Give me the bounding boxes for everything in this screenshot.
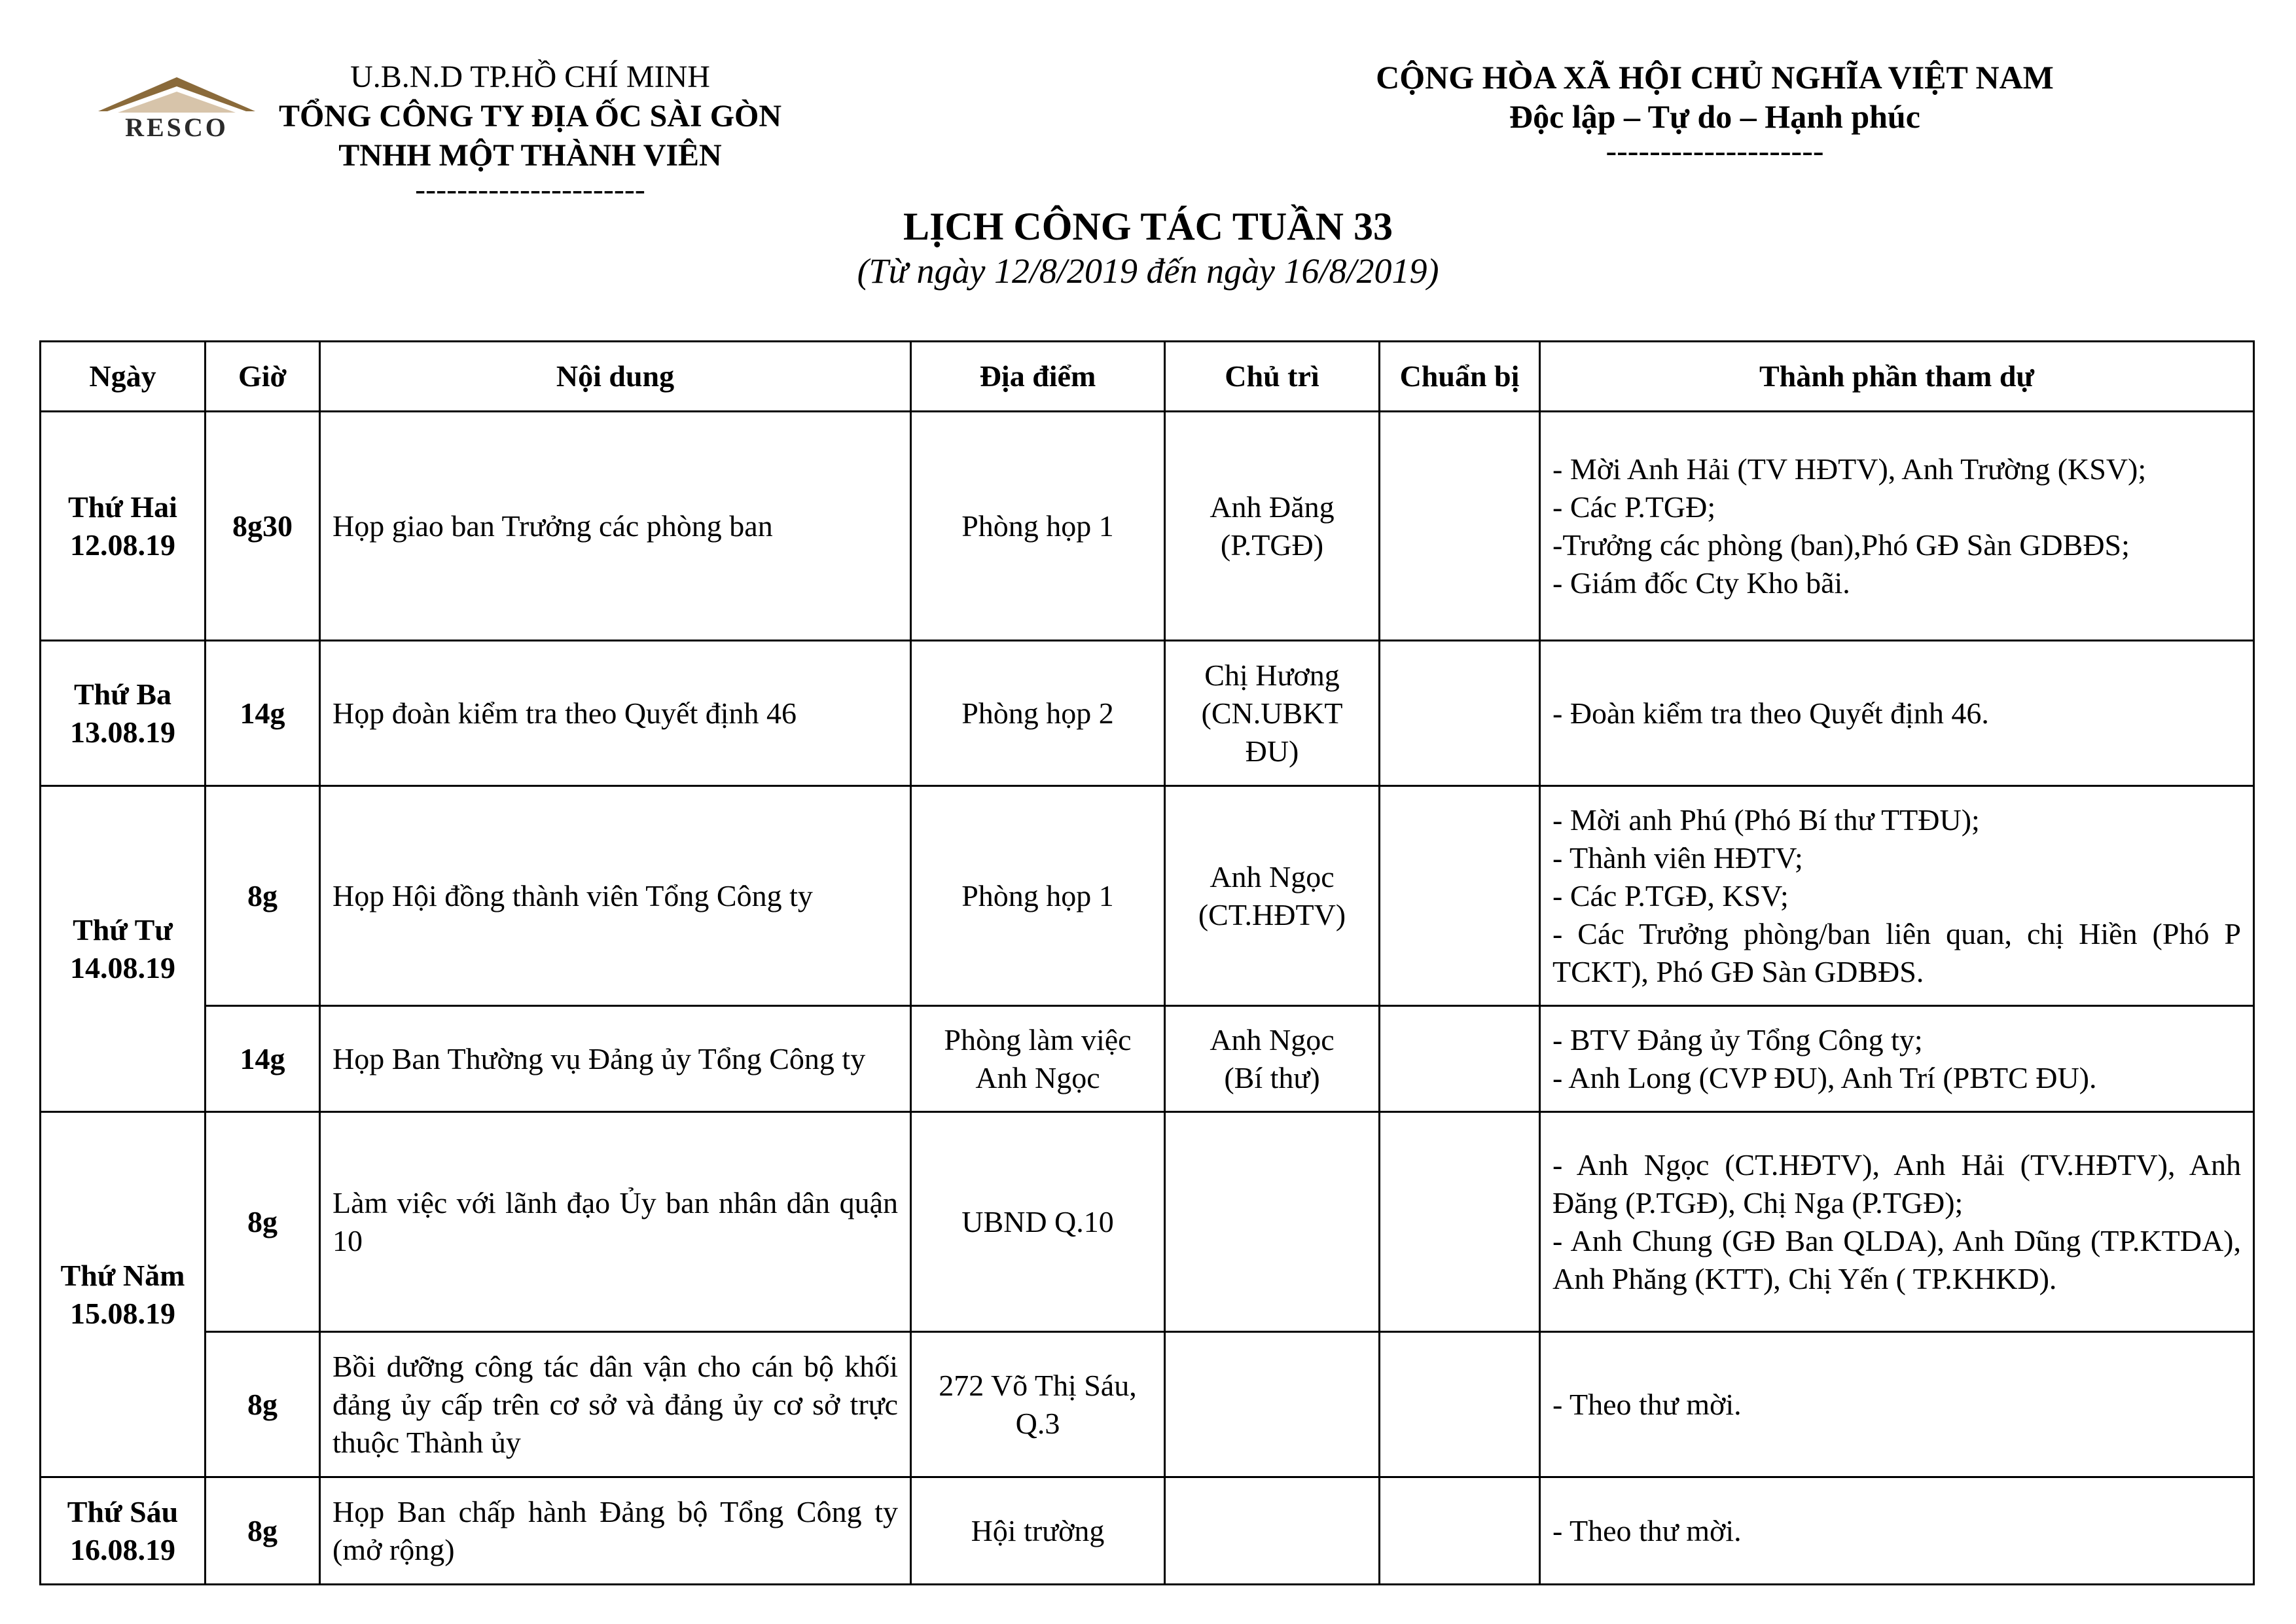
attendees-cell (1540, 1477, 2254, 1585)
table-row (41, 1332, 2254, 1477)
location-cell: Phòng họp 2 (911, 641, 1165, 786)
preparation-cell (1380, 412, 1540, 641)
chair-cell (1165, 641, 1380, 786)
document-title-block (0, 203, 2296, 292)
content-cell: Họp Ban chấp hành Đảng bộ Tổng Công ty (mở rộng) (320, 1477, 911, 1585)
chair-cell (1165, 412, 1380, 641)
table-row (41, 1006, 2254, 1112)
time-cell: 8g (206, 786, 320, 1006)
attendee-line: -Trưởng các phòng (ban),Phó GĐ Sàn GDBĐS; (1552, 528, 2130, 562)
table-row (41, 786, 2254, 1006)
location-cell: Phòng họp 1 (911, 786, 1165, 1006)
day-name: Thứ Hai (68, 490, 177, 524)
location-cell: Hội trường (911, 1477, 1165, 1585)
national-header (1335, 58, 2094, 169)
table-row (41, 1112, 2254, 1332)
location-cell: Phòng họp 1 (911, 412, 1165, 641)
chair-line: (CN.UBKT (1201, 696, 1343, 730)
attendees-cell (1540, 1332, 2254, 1477)
day-date: 16.08.19 (70, 1532, 175, 1566)
day-name: Thứ Năm (60, 1258, 185, 1292)
content-cell: Họp giao ban Trưởng các phòng ban (320, 412, 911, 641)
time-cell: 8g30 (206, 412, 320, 641)
day-cell (41, 786, 206, 1112)
preparation-cell (1380, 641, 1540, 786)
header-day: Ngày (41, 342, 206, 412)
attendee-line: - Các P.TGĐ; (1552, 490, 1716, 524)
content-cell: Họp Ban Thường vụ Đảng ủy Tổng Công ty (320, 1006, 911, 1112)
time-cell: 8g (206, 1477, 320, 1585)
schedule-table (39, 340, 2255, 1585)
organization-header (249, 58, 812, 207)
chair-cell (1165, 1006, 1380, 1112)
national-title: CỘNG HÒA XÃ HỘI CHỦ NGHĨA VIỆT NAM (1376, 59, 2054, 96)
time-cell: 8g (206, 1332, 320, 1477)
chair-line: (Bí thư) (1224, 1060, 1320, 1094)
attendee-line: - Mời Anh Hải (TV HĐTV), Anh Trường (KSV); (1552, 452, 2147, 486)
preparation-cell (1380, 1332, 1540, 1477)
attendee-line: - BTV Đảng ủy Tổng Công ty; (1552, 1022, 1923, 1056)
content-cell: Làm việc với lãnh đạo Ủy ban nhân dân quận 10 (320, 1112, 911, 1332)
content-cell: Bồi dưỡng công tác dân vận cho cán bộ khối đảng ủy cấp trên cơ sở và đảng ủy cơ sở trực thuộc Thành ủy (320, 1332, 911, 1477)
chair-cell (1165, 1112, 1380, 1332)
day-cell (41, 641, 206, 786)
header-attendees: Thành phần tham dự (1540, 342, 2254, 412)
document-subtitle: (Từ ngày 12/8/2019 đến ngày 16/8/2019) (857, 251, 1439, 291)
document-title: LỊCH CÔNG TÁC TUẦN 33 (903, 205, 1393, 248)
org-line-2: TỔNG CÔNG TY ĐỊA ỐC SÀI GÒN (278, 99, 782, 134)
header-location: Địa điểm (911, 342, 1165, 412)
preparation-cell (1380, 1477, 1540, 1585)
attendee-line: - Giám đốc Cty Kho bãi. (1552, 566, 1850, 600)
day-date: 12.08.19 (70, 528, 175, 562)
header-content: Nội dung (320, 342, 911, 412)
day-date: 14.08.19 (70, 950, 175, 984)
preparation-cell (1380, 1112, 1540, 1332)
day-name: Thứ Tư (73, 912, 173, 947)
table-row (41, 1477, 2254, 1585)
day-cell (41, 1112, 206, 1477)
day-name: Thứ Ba (73, 677, 172, 711)
chair-cell (1165, 1332, 1380, 1477)
chair-cell (1165, 786, 1380, 1006)
logo-text: RESCO (125, 113, 228, 142)
table-row (41, 412, 2254, 641)
chair-line: (CT.HĐTV) (1198, 897, 1346, 931)
location-cell: UBND Q.10 (911, 1112, 1165, 1332)
header-preparation: Chuẩn bị (1380, 342, 1540, 412)
time-cell: 14g (206, 1006, 320, 1112)
chair-line: Anh Đăng (1210, 490, 1335, 524)
org-line-1: U.B.N.D TP.HỒ CHÍ MINH (350, 60, 710, 94)
national-separator: -------------------- (1605, 132, 1824, 169)
attendee-line: - Đoàn kiểm tra theo Quyết định 46. (1552, 696, 1989, 730)
company-logo (92, 72, 262, 144)
roof-logo-icon (92, 72, 262, 144)
table-header-row (41, 342, 2254, 412)
chair-line: ĐU) (1245, 734, 1299, 768)
org-separator: ---------------------- (415, 172, 645, 207)
attendees-cell (1540, 412, 2254, 641)
day-date: 13.08.19 (70, 715, 175, 749)
attendee-line: - Thành viên HĐTV; (1552, 840, 1803, 875)
preparation-cell (1380, 1006, 1540, 1112)
attendees-cell (1540, 786, 2254, 1006)
attendee-line: - Mời anh Phú (Phó Bí thư TTĐU); (1552, 803, 1980, 837)
day-cell (41, 412, 206, 641)
content-cell: Họp đoàn kiểm tra theo Quyết định 46 (320, 641, 911, 786)
content-cell: Họp Hội đồng thành viên Tổng Công ty (320, 786, 911, 1006)
org-line-3: TNHH MỘT THÀNH VIÊN (338, 138, 722, 173)
attendee-line: - Anh Long (CVP ĐU), Anh Trí (PBTC ĐU). (1552, 1060, 2097, 1094)
chair-line: (P.TGĐ) (1220, 528, 1324, 562)
header-chair: Chủ trì (1165, 342, 1380, 412)
header-time: Giờ (206, 342, 320, 412)
attendee-line: - Theo thư mời. (1552, 1387, 1742, 1421)
national-motto: Độc lập – Tự do – Hạnh phúc (1509, 98, 1920, 135)
chair-cell (1165, 1477, 1380, 1585)
attendees-cell (1540, 641, 2254, 786)
time-cell: 14g (206, 641, 320, 786)
attendee-line: - Các P.TGĐ, KSV; (1552, 878, 1789, 912)
location-cell: Phòng làm việc Anh Ngọc (911, 1006, 1165, 1112)
day-cell (41, 1477, 206, 1585)
attendees-cell (1540, 1006, 2254, 1112)
time-cell: 8g (206, 1112, 320, 1332)
day-date: 15.08.19 (70, 1296, 175, 1330)
chair-line: Anh Ngọc (1210, 1022, 1335, 1056)
day-name: Thứ Sáu (67, 1494, 179, 1528)
table-row (41, 641, 2254, 786)
chair-line: Chị Hương (1204, 658, 1340, 692)
attendees-cell (1540, 1112, 2254, 1332)
chair-line: Anh Ngọc (1210, 859, 1335, 893)
location-cell: 272 Võ Thị Sáu, Q.3 (911, 1332, 1165, 1477)
attendee-line: - Anh Ngọc (CT.HĐTV), Anh Hải (TV.HĐTV), Anh Đăng (P.TGĐ), Chị Nga (P.TGĐ); (1552, 1147, 2241, 1219)
attendee-line: - Anh Chung (GĐ Ban QLDA), Anh Dũng (TP.KTDA), Anh Phăng (KTT), Chị Yến ( TP.KHKD). (1552, 1223, 2241, 1295)
preparation-cell (1380, 786, 1540, 1006)
attendee-line: - Theo thư mời. (1552, 1513, 1742, 1547)
attendee-line: - Các Trưởng phòng/ban liên quan, chị Hiền (Phó P TCKT), Phó GĐ Sàn GDBĐS. (1552, 916, 2241, 988)
